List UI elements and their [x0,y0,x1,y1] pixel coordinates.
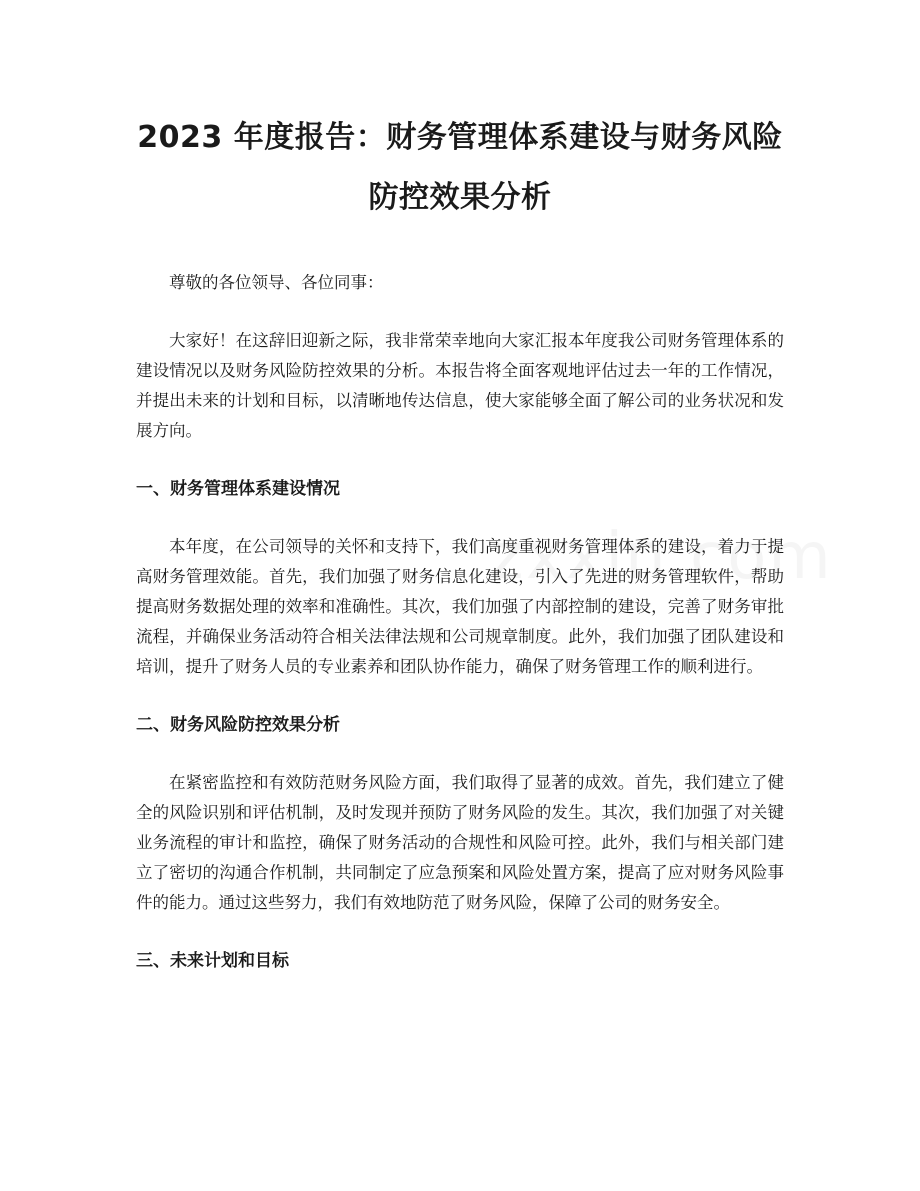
document-title: 2023 年度报告：财务管理体系建设与财务风险防控效果分析 [137,120,783,215]
intro-paragraph: 大家好！在这辞旧迎新之际，我非常荣幸地向大家汇报本年度我公司财务管理体系的建设情况以及财务风险防控效果的分析。本报告将全面客观地评估过去一年的工作情况，并提出未来的计划和目标，以清晰地传达信息，使大家能够全面了解公司的业务状况和发展方向。 [136,331,784,440]
section-body-1: 本年度，在公司领导的关怀和支持下，我们高度重视财务管理体系的建设，着力于提高财务管理效能。首先，我们加强了财务信息化建设，引入了先进的财务管理软件，帮助提高财务数据处理的效率和准确性。其次，我们加强了内部控制的建设，完善了财务审批流程，并确保业务活动符合相关法律法规和公司规章制度。此外，我们加强了团队建设和培训，提升了财务人员的专业素养和团队协作能力，确保了财务管理工作的顺利进行。 [136,537,784,676]
section-heading-1: 一、财务管理体系建设情况 [136,479,340,499]
section-heading-3: 三、未来计划和目标 [136,951,289,971]
salutation: 尊敬的各位领导、各位同事： [169,273,384,292]
section-heading-2: 二、财务风险防控效果分析 [136,715,340,735]
section-body-2: 在紧密监控和有效防范财务风险方面，我们取得了显著的成效。首先，我们建立了健全的风险识别和评估机制，及时发现并预防了财务风险的发生。其次，我们加强了对关键业务流程的审计和监控，确保了财务活动的合规性和风险可控。此外，我们与相关部门建立了密切的沟通合作机制，共同制定了应急预案和风险处置方案，提高了应对财务风险事件的能力。通过这些努力，我们有效地防范了财务风险，保障了公司的财务安全。 [136,773,784,912]
